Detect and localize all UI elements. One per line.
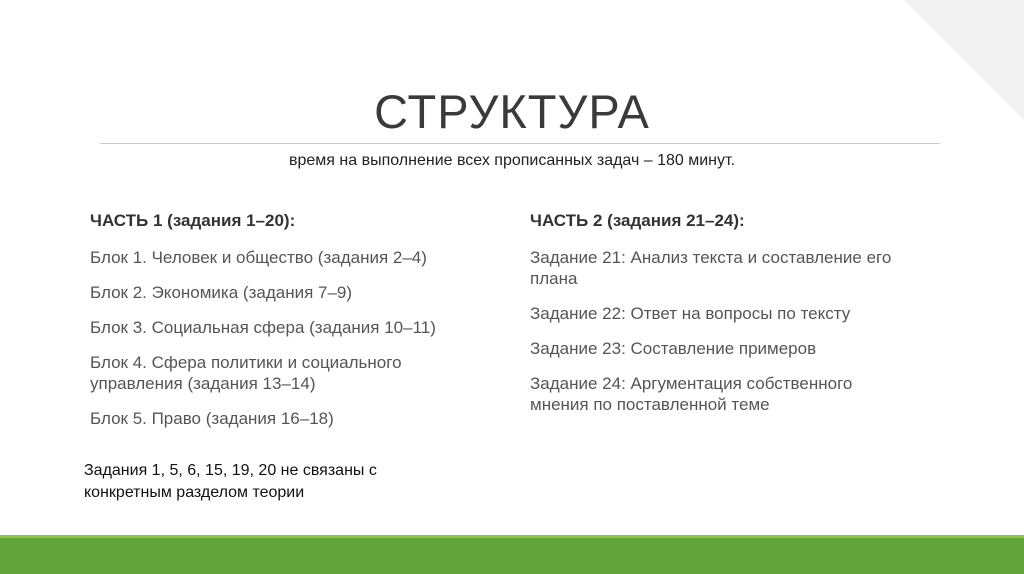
part1-item-1: Блок 1. Человек и общество (задания 2–4)	[90, 248, 427, 267]
part2-heading: ЧАСТЬ 2 (задания 21–24):	[530, 211, 745, 230]
footnote: Задания 1, 5, 6, 15, 19, 20 не связаны с конкретным разделом теории	[84, 462, 377, 501]
part1-item-4: Блок 4. Сфера политики и социального управления (задания 13–14)	[90, 353, 402, 393]
part1-item-3: Блок 3. Социальная сфера (задания 10–11)	[90, 318, 436, 337]
part2-column	[530, 210, 920, 429]
part2-item-21: Задание 21: Анализ текста и составление его плана	[530, 248, 892, 288]
part1-item-5: Блок 5. Право (задания 16–18)	[90, 409, 334, 428]
part2-item-23: Задание 23: Составление примеров	[530, 339, 817, 358]
slide-subtitle: время на выполнение всех прописанных задач – 180 минут.	[288, 152, 736, 169]
slide-title: СТРУКТУРА	[374, 85, 650, 138]
part1-item-2: Блок 2. Экономика (задания 7–9)	[90, 283, 353, 302]
part1-column	[90, 210, 490, 443]
title-divider	[100, 143, 940, 144]
part2-item-22: Задание 22: Ответ на вопросы по тексту	[530, 304, 851, 323]
footer-bar	[0, 538, 1024, 574]
part1-heading: ЧАСТЬ 1 (задания 1–20):	[90, 211, 296, 230]
part2-item-24: Задание 24: Аргументация собственного мнения по поставленной теме	[530, 374, 853, 414]
